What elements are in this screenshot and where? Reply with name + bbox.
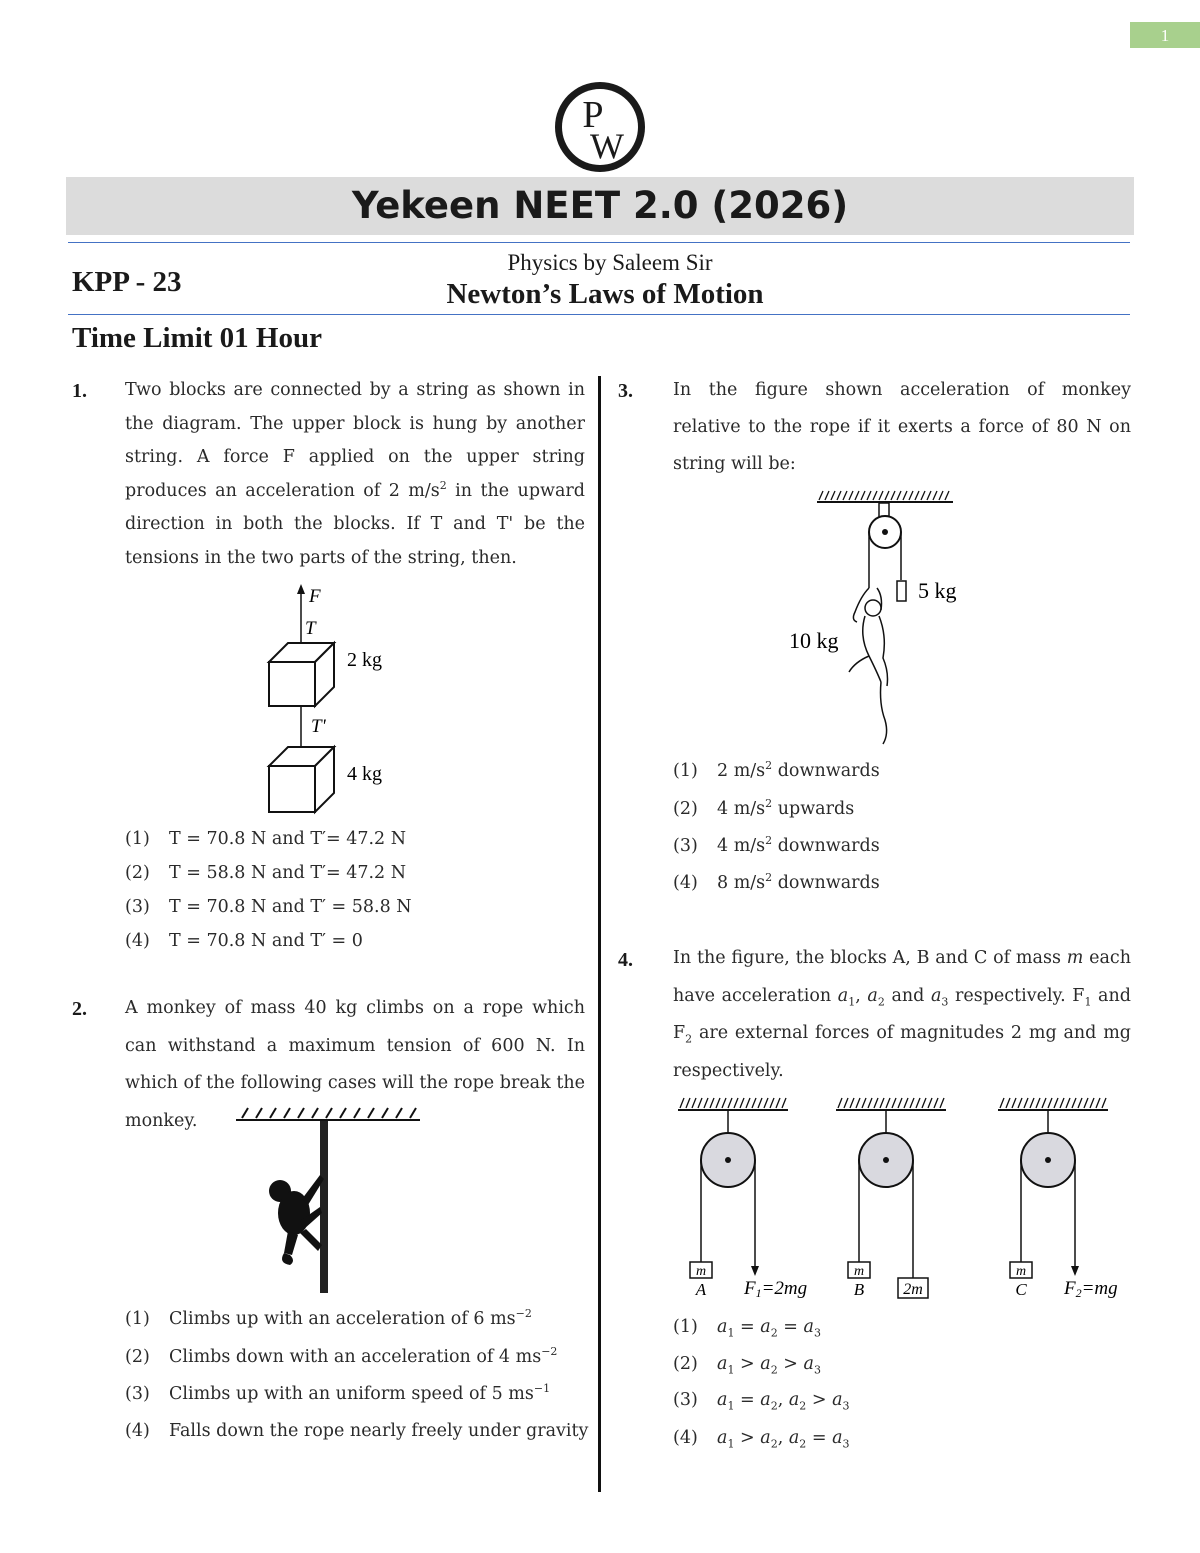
logo-letter-p: P: [582, 94, 604, 136]
mass-bottom-label: 4 kg: [347, 763, 382, 785]
option-4[interactable]: (4) Falls down the rope nearly freely under gravity: [125, 1421, 589, 1441]
monkey-rope-figure: [232, 1103, 424, 1295]
option-4[interactable]: (4) $a_1 > a_2$, $a_2 = a_3$: [673, 1428, 850, 1451]
column-divider: [598, 376, 601, 1492]
monkey-pulley-figure: [785, 486, 960, 748]
question-text: A monkey of mass 40 kg climbs on a rope which can withstand a maximum tension of 600 N. In which of the following cases will the rope break the monkey.: [125, 998, 585, 1131]
option-3[interactable]: (3) T = 70.8 N and T′ = 58.8 N: [125, 897, 412, 917]
logo-letter-w: W: [590, 126, 624, 166]
block-mass-label: m: [853, 1264, 865, 1279]
block-b-label: B: [853, 1280, 865, 1299]
mass-top-label: 2 kg: [347, 649, 382, 671]
option-2[interactable]: (2) T = 58.8 N and T′= 47.2 N: [125, 863, 407, 883]
option-1[interactable]: (1) $a_1 = a_2 = a_3$: [673, 1317, 821, 1340]
time-limit: Time Limit 01 Hour: [72, 322, 322, 354]
pulley-system-a: [678, 1098, 807, 1300]
block-mass-label: 5 kg: [918, 578, 957, 603]
two-blocks-figure: [255, 580, 405, 820]
monkey-silhouette: [269, 1175, 324, 1265]
pulley-system-c: [998, 1098, 1118, 1300]
block-mass-label: m: [1015, 1264, 1027, 1279]
block-2m-label: 2m: [903, 1281, 923, 1298]
header-rule-bottom: [68, 314, 1130, 315]
document-title: Yekeen NEET 2.0 (2026): [66, 177, 1134, 235]
option-3[interactable]: (3) Climbs up with an uniform speed of 5 $ms^{-1}$: [125, 1382, 551, 1404]
pw-logo: [553, 80, 647, 174]
block-c-label: C: [1015, 1280, 1027, 1299]
option-3[interactable]: (3) $a_1 = a_2$, $a_2 > a_3$: [673, 1390, 850, 1413]
question-number: 2.: [72, 998, 87, 1020]
tension-mid-label: T': [311, 716, 326, 737]
tension-top-label: T: [305, 618, 316, 639]
header-rule-top: [68, 242, 1130, 243]
option-2[interactable]: (2) Climbs down with an acceleration of 4 $ms^{-2}$: [125, 1345, 558, 1367]
question-text: In the figure, the blocks A, B and C of mass m each have acceleration $a_1$, $a_2$ and $a_3$ respectively. $F_1$ and $F_2$ are external forces of magnitudes 2 mg and mg respectively.: [673, 948, 1131, 1081]
force-label: F: [309, 586, 321, 607]
option-1[interactable]: (1) Climbs up with an acceleration of 6 $ms^{-2}$: [125, 1307, 532, 1329]
question-text: Two blocks are connected by a string as shown in the diagram. The upper block is hung by another string. A force F applied on the upper string produces an acceleration of 2 $m/s^2$ in the upward direction in both the blocks. If T and T' be the tensions in the two parts of the string, then.: [125, 380, 586, 568]
option-4[interactable]: (4) 8 $m/s^2$ downwards: [673, 871, 880, 893]
force-f2-label: F2=mg: [1064, 1278, 1118, 1300]
force-f1-label: F1=2mg: [744, 1278, 808, 1300]
question-number: 3.: [618, 380, 633, 402]
option-2[interactable]: (2) $a_1 > a_2 > a_3$: [673, 1354, 821, 1377]
option-3[interactable]: (3) 4 $m/s^2$ downwards: [673, 834, 880, 856]
monkey-mass-label: 10 kg: [789, 628, 839, 653]
option-2[interactable]: (2) 4 $m/s^2$ upwards: [673, 797, 855, 819]
option-1[interactable]: (1) 2 $m/s^2$ downwards: [673, 759, 880, 781]
page-number: 1: [1130, 22, 1200, 48]
block-mass-label: m: [695, 1264, 707, 1279]
pulley-system-b: [836, 1098, 946, 1299]
kpp-label: KPP - 23: [72, 266, 182, 298]
monkey-outline: [849, 588, 888, 744]
block-a-label: A: [695, 1280, 707, 1299]
topic-title: Newton’s Laws of Motion: [446, 278, 764, 310]
question-number: 1.: [72, 380, 87, 402]
option-4[interactable]: (4) T = 70.8 N and T′ = 0: [125, 931, 363, 951]
subject-line: Physics by Saleem Sir: [507, 250, 713, 275]
question-text: In the figure shown acceleration of monkey relative to the rope if it exerts a force of 80 N on string will be:: [673, 380, 1131, 474]
option-1[interactable]: (1) T = 70.8 N and T′= 47.2 N: [125, 829, 407, 849]
question-number: 4.: [618, 949, 633, 971]
three-pulleys-figure: [676, 1090, 1136, 1300]
